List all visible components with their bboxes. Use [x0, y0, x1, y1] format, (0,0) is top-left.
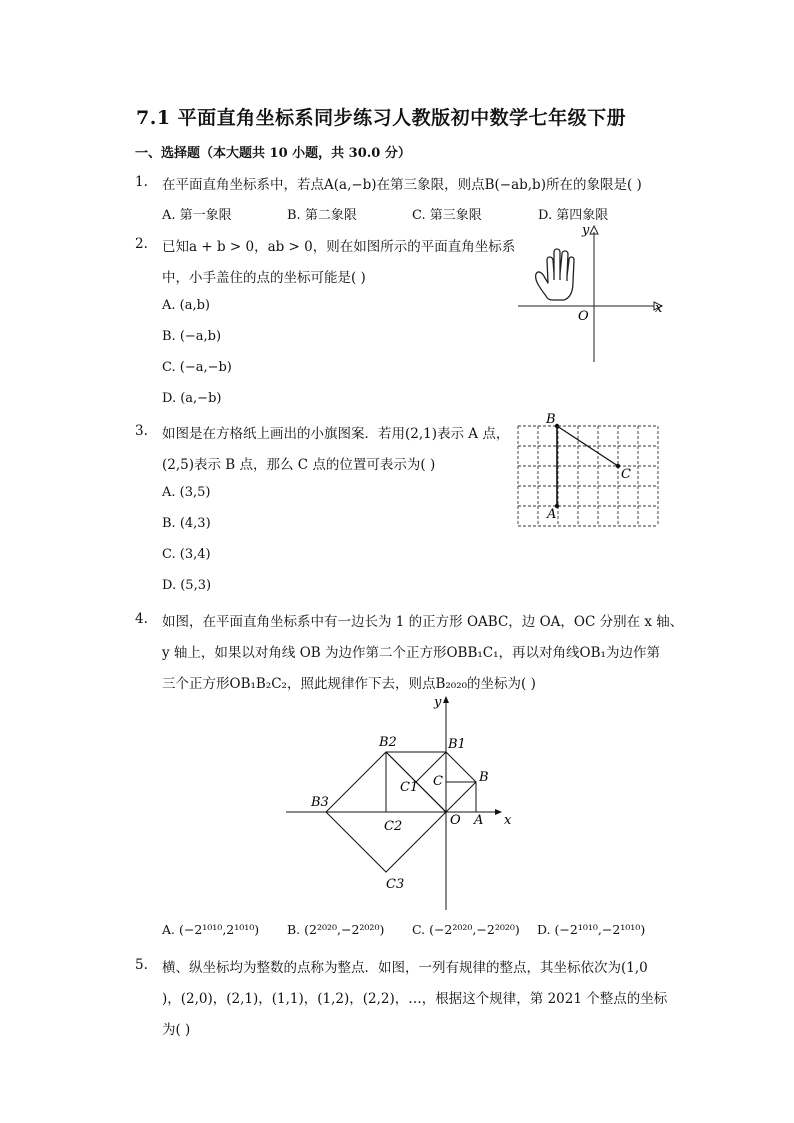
q3-label-a: A	[547, 507, 557, 522]
q2-option-a: A. (a,b)	[162, 298, 211, 313]
question-5-stem-line2: )，(2,0)，(2,1)，(1,1)，(1,2)，(2,2)，…，根据这个规律，第 2021 个整点的坐标	[162, 991, 668, 1007]
q1-option-a: A. 第一象限	[162, 208, 232, 223]
q3-option-a: A. (3,5)	[162, 485, 211, 500]
q4-option-a: A. (−2¹⁰¹⁰,2¹⁰¹⁰)	[162, 922, 260, 937]
q2-option-d: D. (a,−b)	[162, 391, 222, 406]
q4-label-b: B	[479, 770, 489, 785]
q1-option-c: C. 第三象限	[412, 208, 482, 223]
q4-label-b3: B3	[311, 795, 329, 810]
question-3-stem-line2: (2,5)表示 B 点，那么 C 点的位置可表示为( )	[162, 457, 436, 473]
question-1-number: 1.	[135, 174, 148, 190]
q4-option-d: D. (−2¹⁰¹⁰,−2¹⁰¹⁰)	[537, 922, 646, 937]
q4-label-c1: C1	[400, 780, 419, 795]
q1-option-b: B. 第二象限	[287, 208, 357, 223]
q3-point-c	[616, 464, 620, 468]
q2-y-label: y	[582, 223, 590, 238]
question-5-number: 5.	[135, 957, 148, 973]
page-title: 7.1 平面直角坐标系同步练习人教版初中数学七年级下册	[136, 107, 627, 129]
q4-square-spiral-figure	[282, 690, 518, 914]
q4-origin-label: O	[450, 813, 461, 828]
q4-label-c2: C2	[384, 819, 403, 834]
q3-option-d: D. (5,3)	[162, 578, 212, 593]
q1-option-d: D. 第四象限	[538, 208, 609, 223]
question-3-number: 3.	[135, 423, 148, 439]
q4-x-arrow	[495, 809, 502, 815]
q3-grid-figure	[512, 410, 664, 530]
q4-y-arrow	[443, 696, 449, 703]
question-4-stem-line3: 三个正方形OB₁B₂C₂，照此规律作下去，则点B₂₀₂₀的坐标为( )	[162, 676, 536, 692]
question-1-stem: 在平面直角坐标系中，若点A(a,−b)在第三象限，则点B(−ab,b)所在的象限是( )	[162, 177, 642, 193]
q3-option-b: B. (4,3)	[162, 516, 211, 531]
section-heading: 一、选择题（本大题共 10 小题，共 30.0 分）	[135, 146, 411, 161]
question-5-stem-line3: 为( )	[162, 1022, 191, 1038]
q4-label-c3: C3	[386, 877, 405, 892]
hand-icon	[536, 249, 574, 300]
q4-option-b: B. (2²⁰²⁰,−2²⁰²⁰)	[287, 922, 385, 937]
q4-label-b1: B1	[448, 737, 466, 752]
question-3-stem-line1: 如图是在方格纸上画出的小旗图案．若用(2,1)表示 A 点，	[162, 426, 510, 442]
question-2-stem-line2: 中，小手盖住的点的坐标可能是( )	[162, 270, 366, 286]
q3-label-b: B	[546, 412, 556, 427]
q4-y-label: y	[434, 695, 442, 710]
question-4-stem-line2: y 轴上，如果以对角线 OB 为边作第二个正方形OBB₁C₁，再以对角线OB₁为边作第	[162, 645, 660, 661]
q2-x-label: x	[655, 301, 663, 316]
q4-option-c: C. (−2²⁰²⁰,−2²⁰²⁰)	[412, 922, 520, 937]
q2-coordinate-figure	[512, 222, 664, 368]
q4-label-a: A	[474, 813, 484, 828]
question-4-number: 4.	[135, 611, 148, 627]
question-2-stem-line1: 已知a + b > 0，ab > 0，则在如图所示的平面直角坐标系	[162, 239, 516, 255]
question-2-number: 2.	[135, 236, 148, 252]
question-4-stem-line1: 如图，在平面直角坐标系中有一边长为 1 的正方形 OABC，边 OA，OC 分别在 x 轴、	[162, 614, 684, 630]
q4-x-label: x	[504, 813, 512, 828]
q3-option-c: C. (3,4)	[162, 547, 211, 562]
q3-grid-lines	[518, 426, 658, 526]
q4-label-c: C	[433, 774, 443, 789]
q2-option-c: C. (−a,−b)	[162, 360, 232, 375]
q2-option-b: B. (−a,b)	[162, 329, 222, 344]
question-5-stem-line1: 横、纵坐标均为整数的点称为整点．如图，一列有规律的整点，其坐标依次为(1,0	[162, 960, 648, 976]
q3-label-c: C	[621, 467, 631, 482]
q2-origin-label: O	[578, 309, 589, 324]
q4-label-b2: B2	[379, 735, 397, 750]
